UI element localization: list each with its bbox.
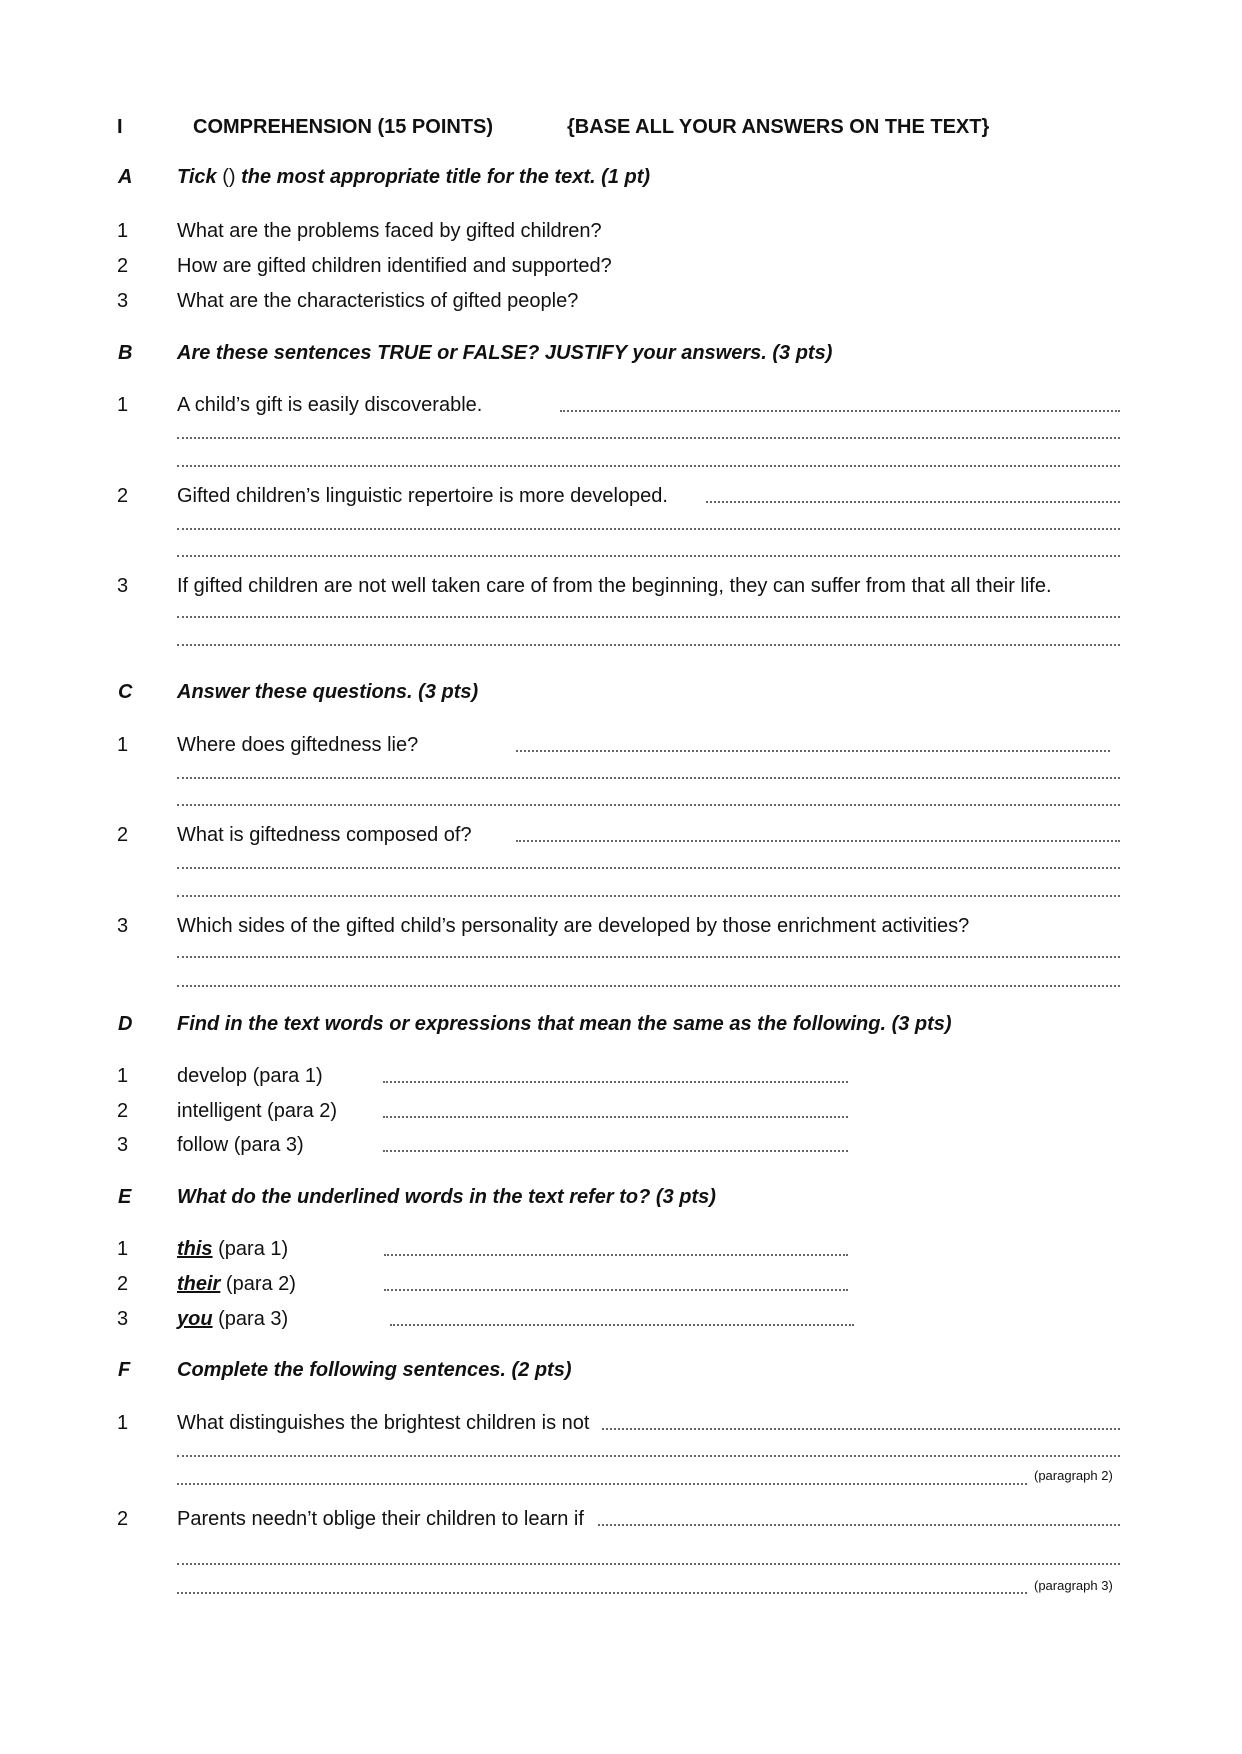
para-ref: (para 2) xyxy=(225,1273,296,1295)
item-number: 2 xyxy=(117,485,129,507)
header-note: {BASE ALL YOUR ANSWERS ON THE TEXT} xyxy=(567,116,990,138)
option-text[interactable]: How are gifted children identified and supported? xyxy=(177,255,612,277)
answer-line[interactable] xyxy=(177,777,1120,779)
answer-line[interactable] xyxy=(177,985,1120,987)
item-number: 3 xyxy=(117,290,129,312)
answer-line[interactable] xyxy=(177,616,1120,618)
answer-line[interactable] xyxy=(602,1428,1120,1430)
page-title: COMPREHENSION (15 POINTS) xyxy=(193,116,494,138)
answer-line[interactable] xyxy=(560,410,1120,412)
answer-line[interactable] xyxy=(516,840,1120,842)
question-text: What is giftedness composed of? xyxy=(177,824,472,846)
section-e-instruction: What do the underlined words in the text refer to? (3 pts) xyxy=(177,1186,716,1208)
section-b-instruction: Are these sentences TRUE or FALSE? JUSTIFY your answers. (3 pts) xyxy=(177,342,833,364)
item-number: 2 xyxy=(117,1273,129,1295)
section-a-instruction xyxy=(177,166,650,189)
section-f-instruction: Complete the following sentences. (2 pts) xyxy=(177,1359,572,1381)
section-letter-e: E xyxy=(118,1186,132,1208)
item-number: 1 xyxy=(117,1238,129,1260)
question-text: Which sides of the gifted child’s personality are developed by those enrichment activities? xyxy=(177,915,970,937)
section-letter-f: F xyxy=(118,1359,131,1381)
paragraph-ref: (paragraph 3) xyxy=(1034,1578,1113,1593)
completion-prompt: What distinguishes the brightest children is not xyxy=(177,1412,590,1434)
item-number: 3 xyxy=(117,1308,129,1330)
answer-line[interactable] xyxy=(384,1254,848,1256)
section-a-instruction-text: the most appropriate title for the text. (1 pt) xyxy=(241,166,651,188)
answer-line[interactable] xyxy=(177,437,1120,439)
section-roman-numeral: I xyxy=(117,116,123,138)
answer-line[interactable] xyxy=(177,528,1120,530)
underlined-word: you xyxy=(177,1308,213,1330)
item-number: 1 xyxy=(117,1065,129,1087)
vocab-prompt: intelligent (para 2) xyxy=(177,1100,338,1122)
section-letter-b: B xyxy=(118,342,133,364)
answer-line[interactable] xyxy=(706,501,1120,503)
para-ref: (para 1) xyxy=(218,1238,289,1260)
answer-line[interactable] xyxy=(177,465,1120,467)
answer-line[interactable] xyxy=(598,1524,1120,1526)
answer-line[interactable] xyxy=(383,1150,848,1152)
answer-line[interactable] xyxy=(516,750,1110,752)
answer-line[interactable] xyxy=(177,956,1120,958)
completion-prompt: Parents needn’t oblige their children to learn if xyxy=(177,1508,584,1530)
section-c-instruction: Answer these questions. (3 pts) xyxy=(177,681,479,703)
vocab-prompt: develop (para 1) xyxy=(177,1065,323,1087)
item-number: 1 xyxy=(117,394,129,416)
answer-line[interactable] xyxy=(177,804,1120,806)
section-letter-d: D xyxy=(118,1013,133,1035)
para-ref: (para 3) xyxy=(218,1308,289,1330)
vocab-prompt: follow (para 3) xyxy=(177,1134,304,1156)
answer-line[interactable] xyxy=(177,555,1120,557)
item-number: 1 xyxy=(117,220,129,242)
answer-line[interactable] xyxy=(390,1324,854,1326)
question-text: If gifted children are not well taken care of from the beginning, they can suffer from that all their life. xyxy=(177,575,1052,597)
answer-line[interactable] xyxy=(177,1592,1027,1594)
option-text[interactable]: What are the problems faced by gifted children? xyxy=(177,220,602,242)
answer-line[interactable] xyxy=(177,1455,1120,1457)
item-number: 2 xyxy=(117,1508,129,1530)
option-text[interactable]: What are the characteristics of gifted people? xyxy=(177,290,579,312)
section-letter-a: A xyxy=(118,166,133,188)
paragraph-ref: (paragraph 2) xyxy=(1034,1468,1113,1483)
answer-line[interactable] xyxy=(177,895,1120,897)
answer-line[interactable] xyxy=(177,867,1120,869)
item-number: 2 xyxy=(117,1100,129,1122)
section-letter-c: C xyxy=(118,681,133,703)
tick-box: () xyxy=(222,166,236,188)
answer-line[interactable] xyxy=(383,1081,848,1083)
underlined-word: their xyxy=(177,1273,221,1295)
section-d-instruction: Find in the text words or expressions that mean the same as the following. (3 pts) xyxy=(177,1013,952,1035)
answer-line[interactable] xyxy=(177,1483,1027,1485)
tick-word: Tick xyxy=(177,166,217,188)
item-number: 3 xyxy=(117,915,129,937)
item-number: 1 xyxy=(117,1412,129,1434)
reference-prompt xyxy=(177,1308,288,1331)
question-text: Gifted children’s linguistic repertoire is more developed. xyxy=(177,485,668,507)
item-number: 2 xyxy=(117,824,129,846)
question-text: A child’s gift is easily discoverable. xyxy=(177,394,483,416)
item-number: 2 xyxy=(117,255,129,277)
answer-line[interactable] xyxy=(177,644,1120,646)
answer-line[interactable] xyxy=(177,1563,1120,1565)
item-number: 3 xyxy=(117,1134,129,1156)
item-number: 3 xyxy=(117,575,129,597)
reference-prompt xyxy=(177,1273,296,1296)
answer-line[interactable] xyxy=(383,1116,848,1118)
reference-prompt xyxy=(177,1238,288,1261)
underlined-word: this xyxy=(177,1238,213,1260)
answer-line[interactable] xyxy=(384,1289,848,1291)
item-number: 1 xyxy=(117,734,129,756)
question-text: Where does giftedness lie? xyxy=(177,734,419,756)
